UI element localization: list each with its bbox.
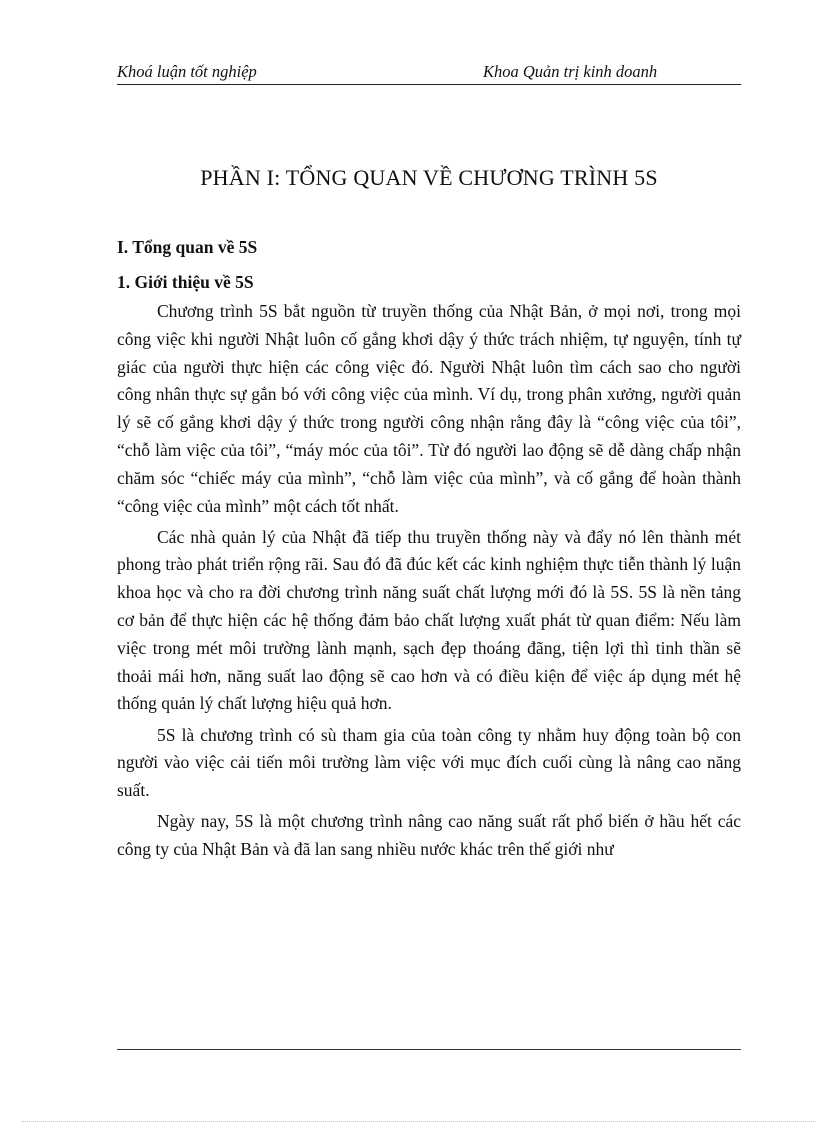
paragraph: Các nhà quản lý của Nhật đã tiếp thu truyền thống này và đẩy nó lên thành mét phong trào phát triển rộng rãi. Sau đó đã đúc kết các kinh nghiệm thực tiễn thành lý luận khoa học và cho ra đời chương trình năng suất chất lượng mới đó là 5S. 5S là nền tảng cơ bản để thực hiện các hệ thống đảm bảo chất lượng xuất phát từ quan điểm: Nếu làm việc trong mét môi trường lành mạnh, sạch đẹp thoáng đãng, tiện lợi thì tinh thần sẽ thoải mái hơn, năng suất lao động sẽ cao hơn và có điều kiện để việc áp dụng mét hệ thống quản lý chất lượng hiệu quả hơn. [117,526,741,714]
subsection-heading: 1. Giới thiệu về 5S [117,272,254,292]
section-heading: I. Tổng quan về 5S [117,237,258,257]
paragraph: Ngày nay, 5S là một chương trình nâng cao năng suất rất phổ biến ở hầu hết các công ty của Nhật Bản và đã lan sang nhiều nước khác trên thế giới như [117,811,741,860]
header-faculty-label: Khoa Quản trị kinh doanh [483,62,658,81]
body-text [117,298,741,867]
footer-rule [117,1049,741,1050]
paragraph: 5S là chương trình có sù tham gia của toàn công ty nhằm huy động toàn bộ con người vào việc cải tiến môi trường làm việc với mục đích cuối cùng là nâng cao năng suất. [117,724,741,801]
header-thesis-label: Khoá luận tốt nghiệp [117,62,257,81]
page-boundary [22,1121,816,1122]
running-header [117,62,741,85]
paragraph: Chương trình 5S bắt nguồn từ truyền thống của Nhật Bản, ở mọi nơi, trong mọi công việc khi người Nhật luôn cố gắng khơi dậy ý thức trách nhiệm, tự nguyện, tính tự giác của người thực hiện các công việc đó. Người Nhật luôn tìm cách sao cho người công nhân thực sự gắn bó với công việc của mình. Ví dụ, trong phân xưởng, người quản lý sẽ cố gắng khơi dậy ý thức trong người công nhận rằng đây là “công việc của tôi”, “chỗ làm việc của tôi”, “máy móc của tôi”. Từ đó người lao động sẽ dễ dàng chấp nhận chăm sóc “chiếc máy của mình”, “chỗ làm việc của mình”, và cố gắng để hoàn thành “công việc của mình” một cách tốt nhất. [117,301,741,516]
part-title: PHẦN I: TỔNG QUAN VỀ CHƯƠNG TRÌNH 5S [200,165,658,190]
